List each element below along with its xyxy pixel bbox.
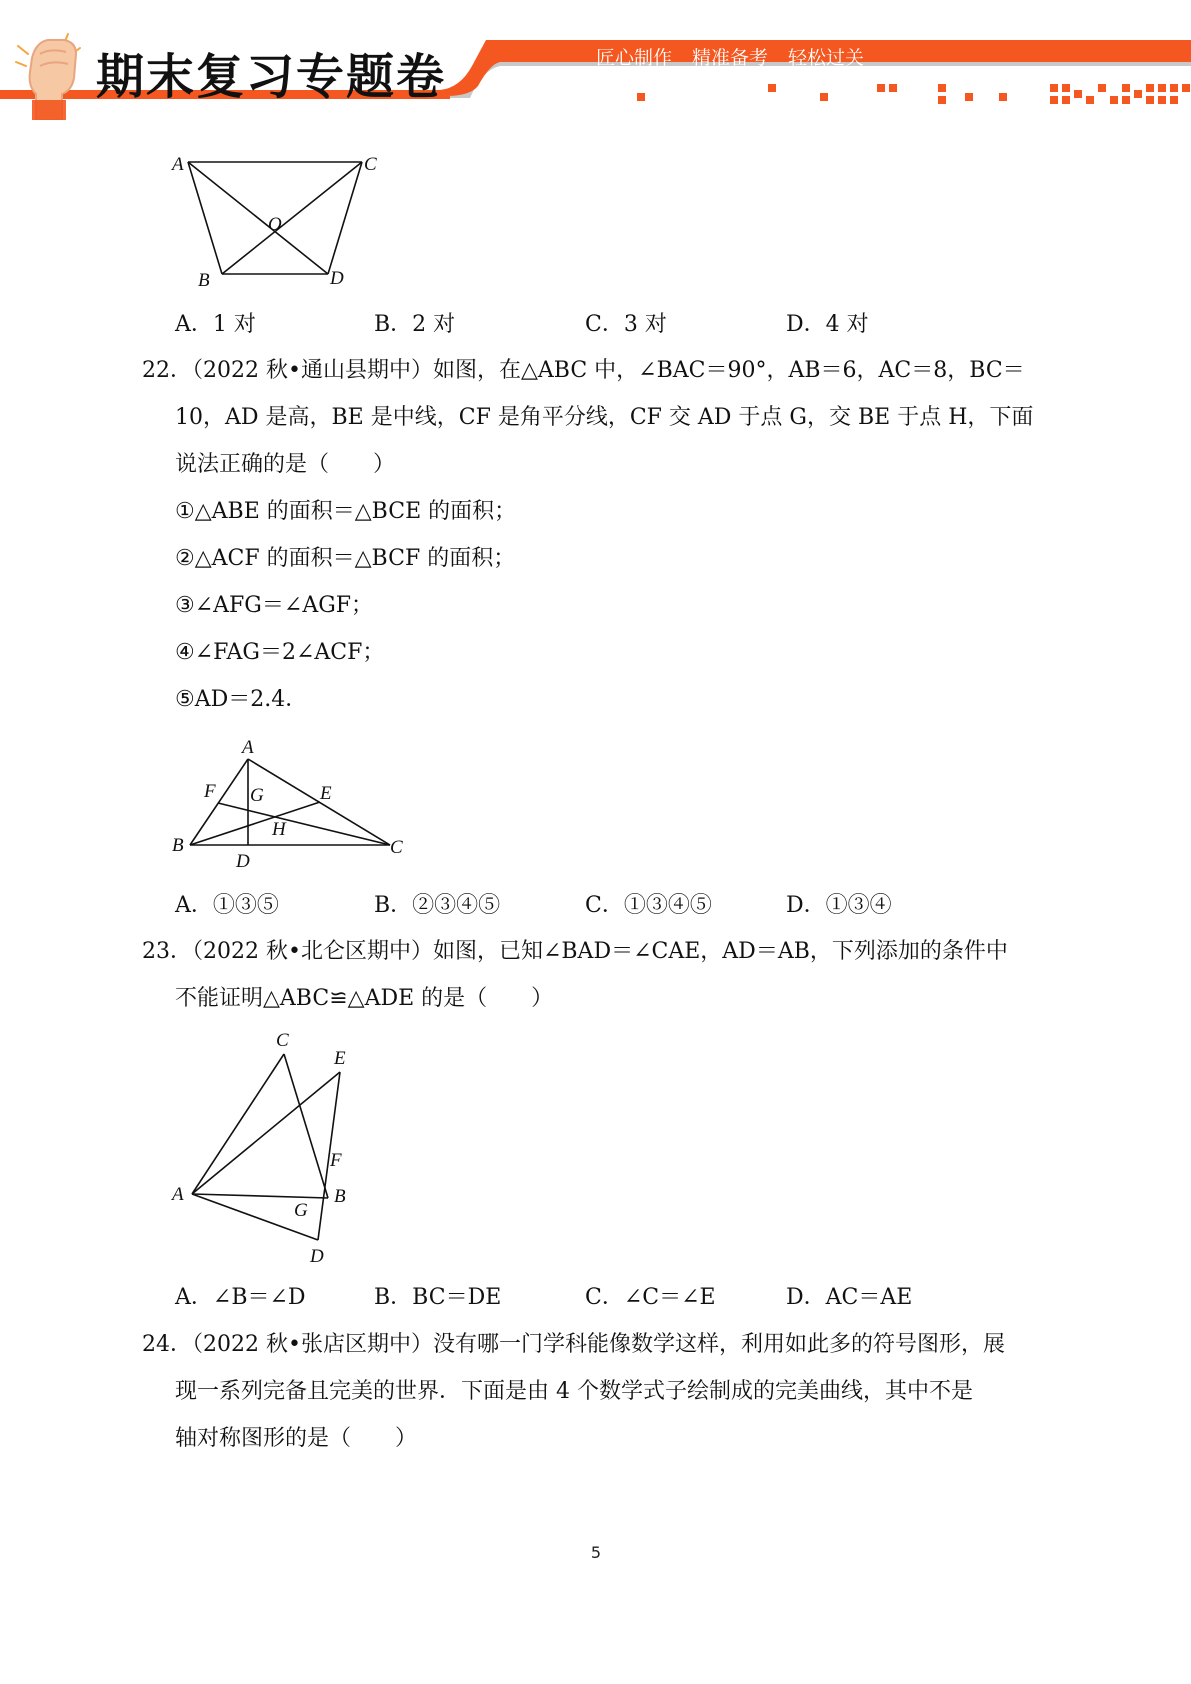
label-A: A	[242, 737, 254, 758]
q21-option-c: C．3 对	[585, 312, 667, 337]
q21-option-a: A．1 对	[175, 312, 256, 337]
label-C: C	[276, 1030, 289, 1051]
q24-line-2: 现一系列完备且完美的世界．下面是由 4 个数学式子绘制成的完美曲线，其中不是	[175, 1379, 973, 1404]
label-B: B	[172, 835, 184, 856]
slogan-2: 精准备考	[692, 47, 769, 69]
header-title: 期末复习专题卷	[96, 49, 447, 105]
q22-statement-1: ①△ABE 的面积＝△BCE 的面积；	[175, 499, 517, 524]
slogan-3: 轻松过关	[788, 47, 865, 69]
label-B: B	[198, 270, 210, 290]
label-F: F	[204, 781, 216, 802]
page-number: 5	[590, 1543, 602, 1562]
fist-icon	[10, 24, 90, 120]
figure-q21	[168, 150, 388, 290]
q22-line-1: 22．（2022 秋•通山县期中）如图，在△ABC 中，∠BAC＝90°，AB＝6，AC＝8，BC＝	[142, 358, 1025, 383]
q21-option-d: D．4 对	[786, 312, 869, 337]
q22-option-c: C．①③④⑤	[585, 893, 712, 918]
q21-option-b: B．2 对	[374, 312, 456, 337]
q24-line-3: 轴对称图形的是（ ）	[175, 1426, 418, 1451]
q22-statement-2: ②△ACF 的面积＝△BCF 的面积；	[175, 546, 516, 571]
figure-q23	[168, 1030, 368, 1270]
label-G: G	[294, 1200, 308, 1221]
q23-line-1: 23．（2022 秋•北仑区期中）如图，已知∠BAD＝∠CAE，AD＝AB，下列添加的条件中	[142, 939, 1008, 964]
slogan-1: 匠心制作	[596, 47, 673, 69]
label-A: A	[172, 1184, 184, 1205]
label-A: A	[172, 154, 184, 175]
label-E: E	[320, 783, 332, 804]
q22-statement-5: ⑤AD＝2.4．	[175, 687, 308, 712]
q23-line-2: 不能证明△ABC≌△ADE 的是（ ）	[175, 986, 554, 1011]
q22-line-3: 说法正确的是（ ）	[175, 452, 396, 477]
q22-option-b: B．②③④⑤	[374, 893, 501, 918]
q24-line-1: 24．（2022 秋•张店区期中）没有哪一门学科能像数学这样，利用如此多的符号图形，展	[142, 1332, 1005, 1357]
label-D: D	[310, 1246, 324, 1267]
label-B: B	[334, 1186, 346, 1207]
label-C: C	[364, 154, 377, 175]
figure-q22	[168, 735, 418, 875]
header-slogans	[596, 43, 864, 70]
q22-statement-3: ③∠AFG＝∠AGF；	[175, 593, 374, 618]
q22-option-a: A．①③⑤	[175, 893, 279, 918]
label-O: O	[268, 214, 282, 235]
label-H: H	[272, 819, 286, 840]
label-G: G	[250, 785, 264, 806]
q23-option-c: C．∠C＝∠E	[585, 1285, 716, 1310]
label-E: E	[334, 1048, 346, 1069]
q22-line-2: 10，AD 是高，BE 是中线，CF 是角平分线，CF 交 AD 于点 G，交 BE 于点 H，下面	[175, 405, 1034, 430]
q22-statement-4: ④∠FAG＝2∠ACF；	[175, 640, 385, 665]
q23-option-b: B．BC＝DE	[374, 1285, 502, 1310]
page-header	[0, 0, 1191, 125]
q22-option-d: D．①③④	[786, 893, 892, 918]
label-D: D	[236, 851, 250, 872]
label-C: C	[390, 837, 403, 858]
label-D: D	[330, 268, 344, 289]
q23-option-d: D．AC＝AE	[786, 1285, 913, 1310]
label-F: F	[330, 1150, 342, 1171]
q23-option-a: A．∠B＝∠D	[175, 1285, 306, 1310]
